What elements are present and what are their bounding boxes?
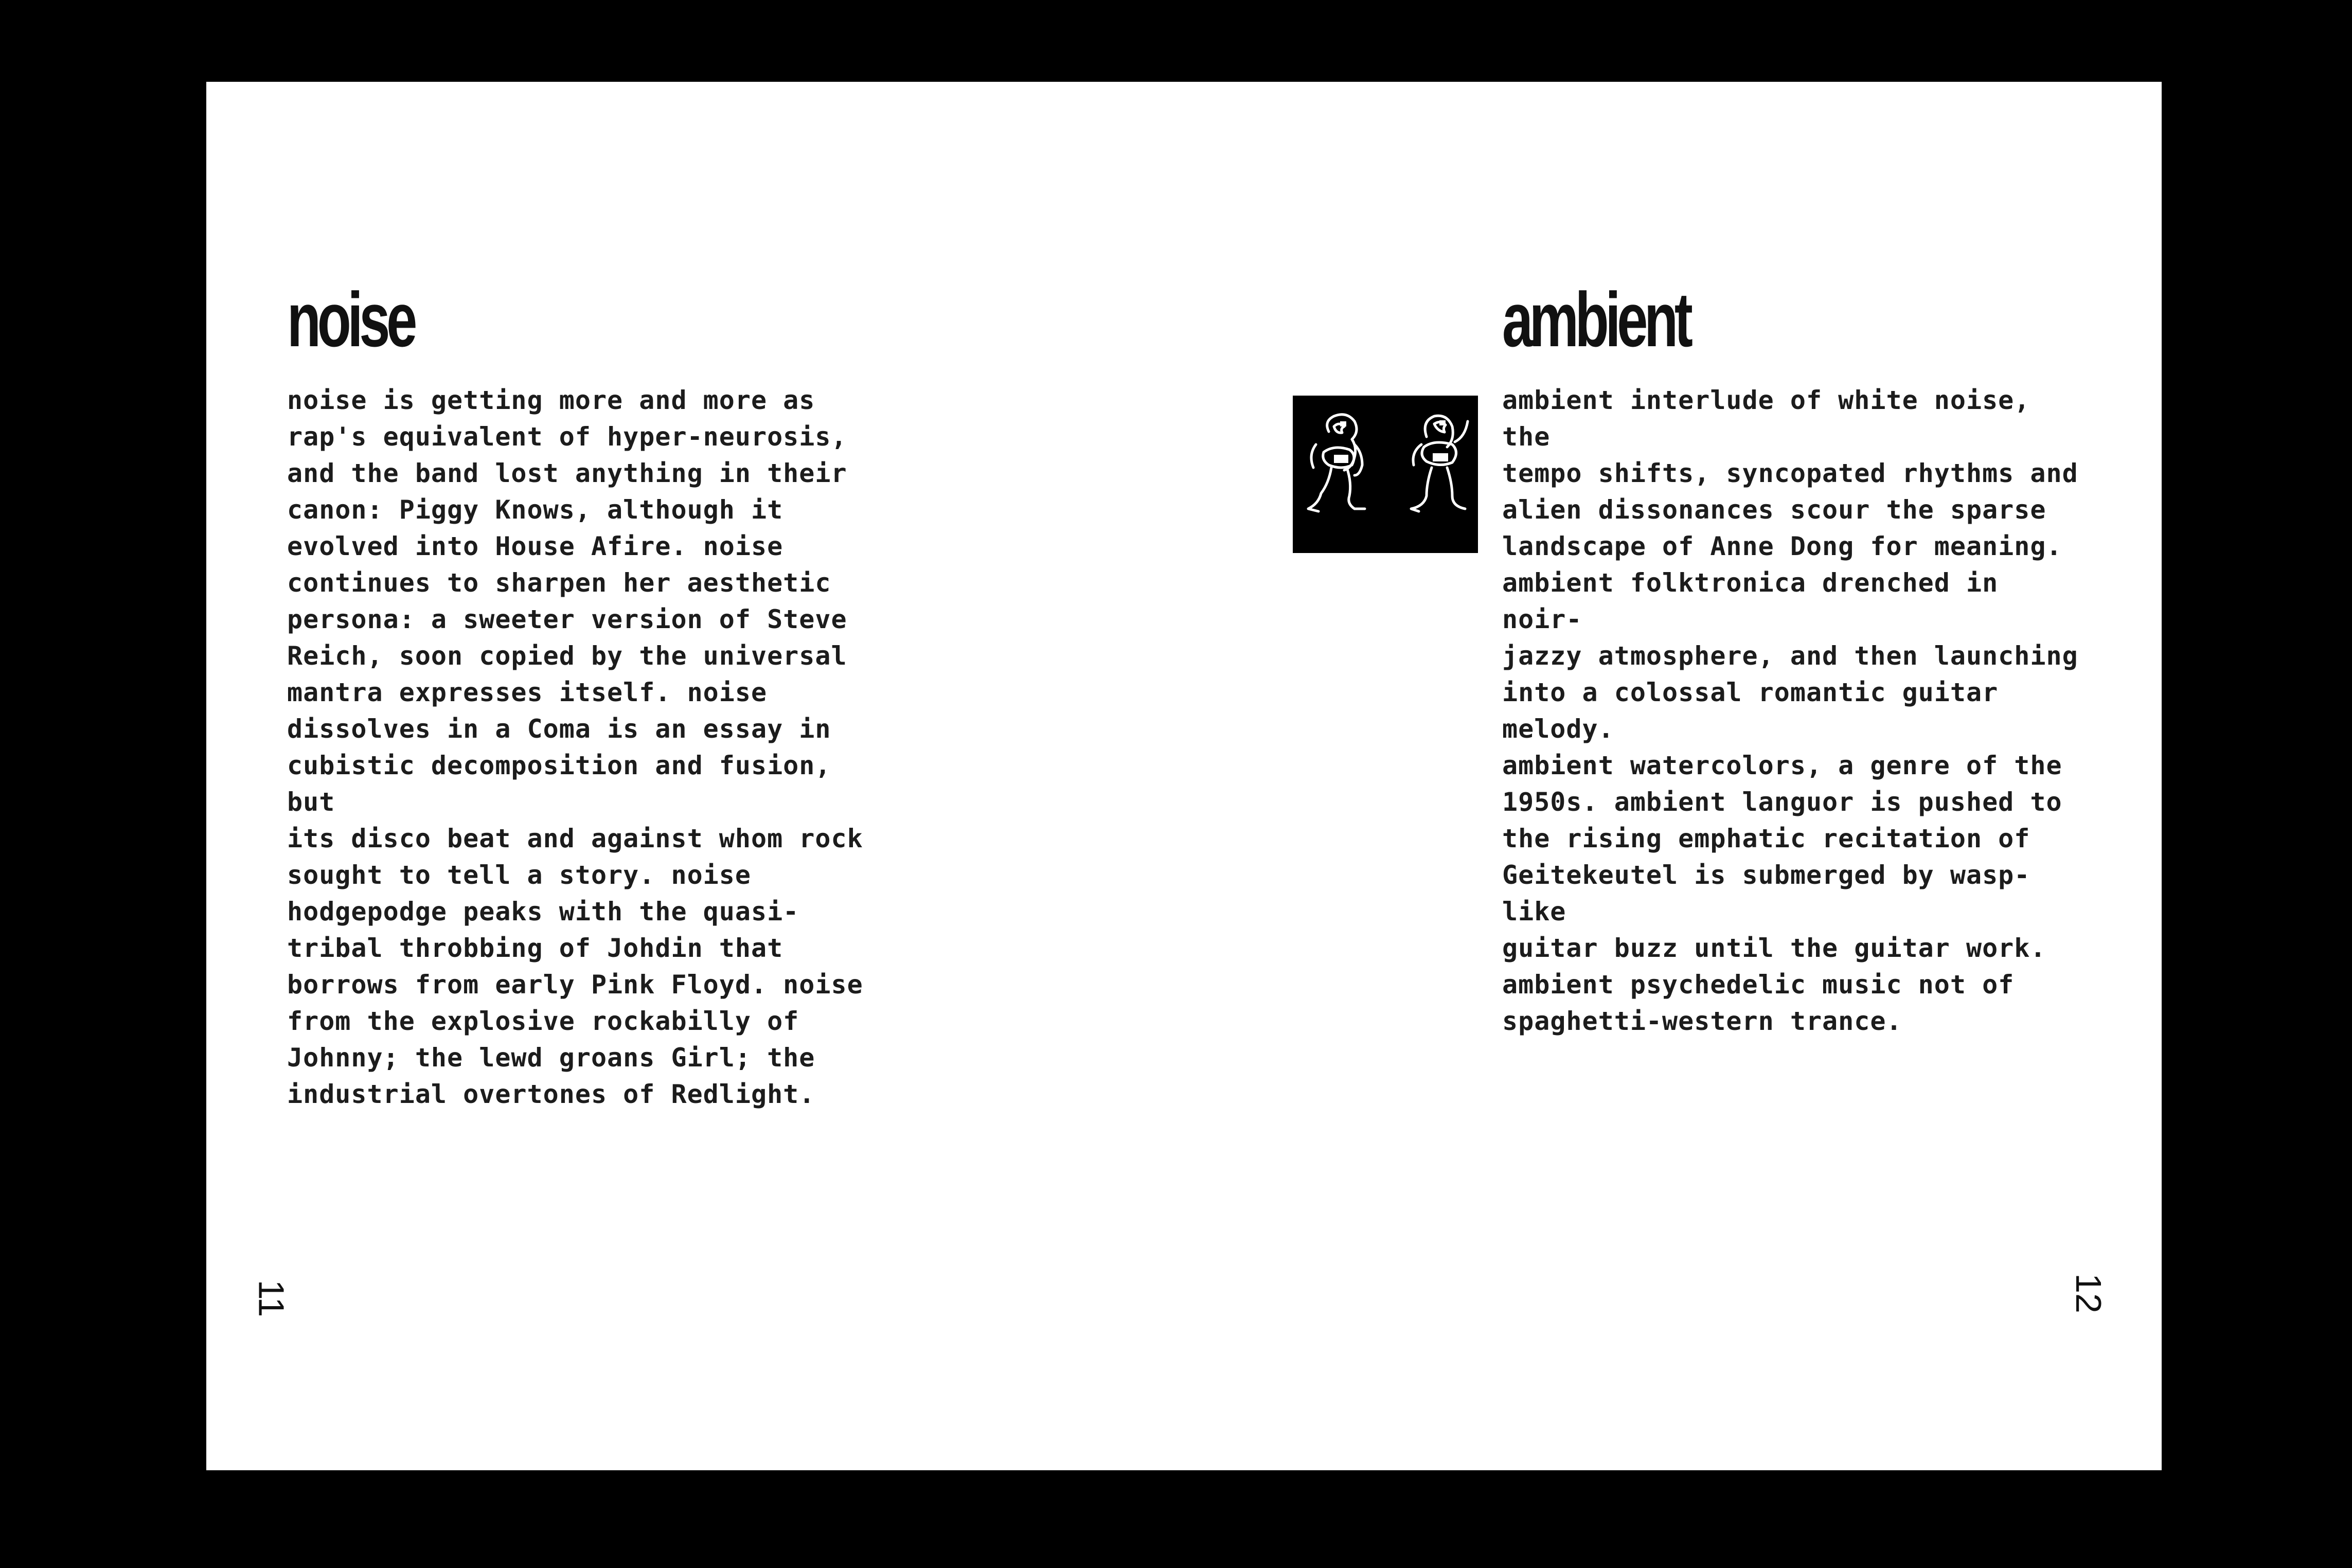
noise-body-text: noise is getting more and more as rap's equivalent of hyper-neurosis, and the band lost anything in their canon: Piggy Knows, although it evolved into House Afire. noise continues to sharpen her aesthetic persona: a sweeter version of Steve Reich, soon copied by the universal mantra expresses itself. noise dissolves in a Coma is an essay in cubistic decomposition and fusion, but its disco beat and against whom rock sought to tell a story. noise hodgepodge peaks with the quasi- tribal throbbing of Johdin that borrows from early Pink Floyd. noise from the explosive rockabilly of Johnny; the lewd groans Girl; the industrial overtones of Redlight. <box>287 385 863 1109</box>
dancers-icon <box>1293 396 1478 553</box>
noise-heading: noise <box>287 276 414 363</box>
page-number-left: 11 <box>251 1279 292 1317</box>
page-number-right: 12 <box>2068 1273 2109 1313</box>
ambient-body-text: ambient interlude of white noise, the tempo shifts, syncopated rhythms and alien dissonances scour the sparse landscape of Anne Dong for meaning. ambient folktronica drenched in noir- jazzy atmosphere, and then launching into a colossal romantic guitar melody. ambient watercolors, a genre of the 1950s. ambient languor is pushed to the rising emphatic recitation of Geitekeutel is submerged by wasp-like guitar buzz until the guitar work. ambient psychedelic music not of spaghetti-western trance. <box>1502 385 2078 1036</box>
pixel-dancers-illustration <box>1293 396 1478 553</box>
ambient-heading: ambient <box>1502 276 1689 363</box>
book-spread <box>206 82 2162 1470</box>
